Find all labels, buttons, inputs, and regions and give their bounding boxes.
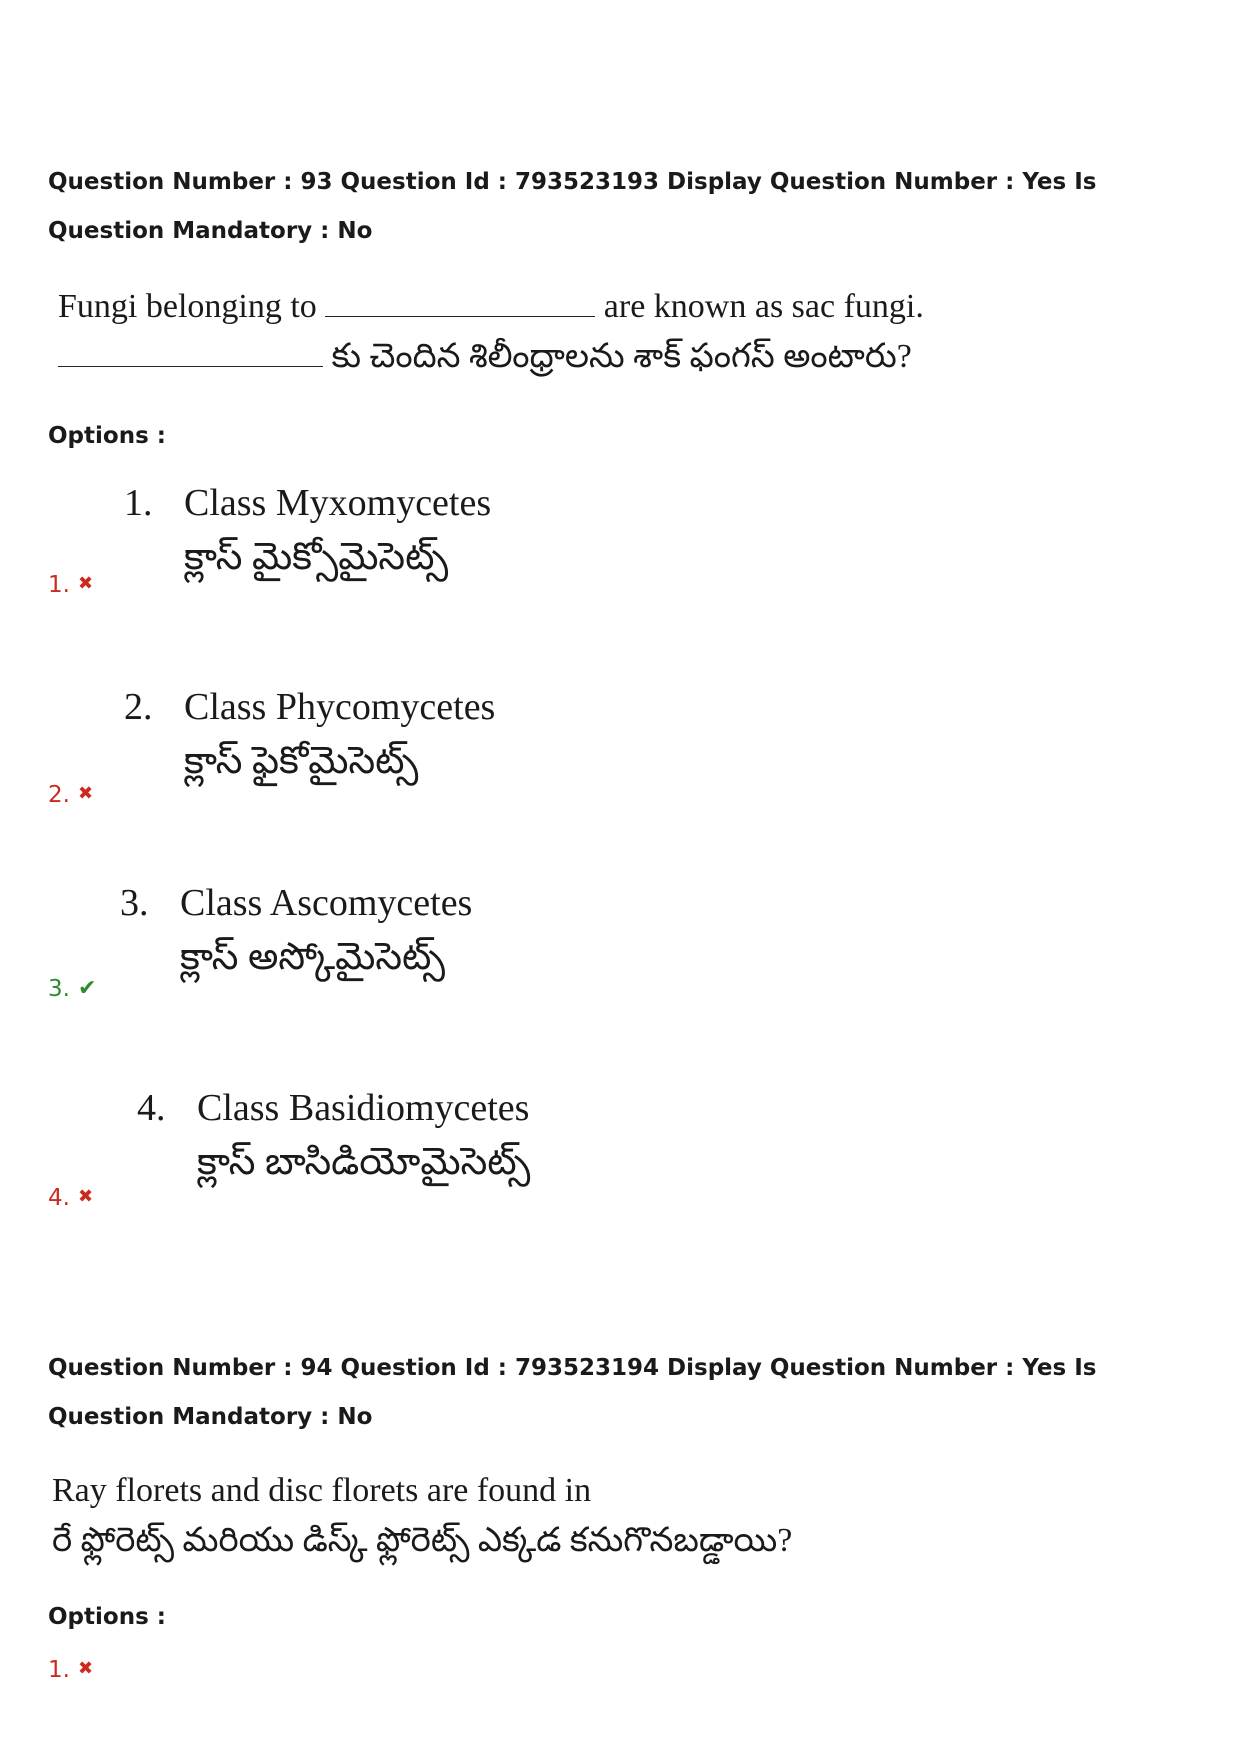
question-header: Question Number : 93 Question Id : 793523193 Display Question Number : Yes Is Question Mandatory : No <box>48 169 1097 244</box>
option-number: 1. <box>124 482 153 524</box>
option-marker <box>48 572 93 598</box>
question-text-te: కు చెందిన శిలీంధ్రాలను శాక్ ఫంగస్ అంటారు? <box>331 338 912 375</box>
option-content <box>124 476 491 584</box>
options-label: Options : <box>48 1604 166 1630</box>
option-marker-number: 1. <box>48 1657 70 1683</box>
option-marker <box>48 782 93 808</box>
option-text-en: Class Ascomycetes <box>180 882 473 924</box>
option-marker <box>48 1185 93 1211</box>
option-content <box>120 876 472 984</box>
question-text-en-after: are known as sac fungi. <box>603 288 924 325</box>
option-text-te: క్లాస్ ఫైకోమైసెట్స్ <box>184 740 419 782</box>
option-number: 2. <box>124 686 153 728</box>
option-marker-number: 4. <box>48 1185 70 1211</box>
option-text-te: క్లాస్ అస్కోమైసెట్స్ <box>180 936 446 978</box>
option-marker-number: 2. <box>48 782 70 808</box>
option-text-en: Class Phycomycetes <box>184 686 496 728</box>
option-text-en: Class Basidiomycetes <box>197 1087 530 1129</box>
blank-line <box>58 336 323 367</box>
question-text <box>52 1466 792 1566</box>
blank-line <box>325 286 595 317</box>
option-content <box>137 1081 530 1189</box>
option-number: 4. <box>137 1087 166 1129</box>
option-text-te: క్లాస్ బాసిడియోమైసెట్స్ <box>197 1141 531 1183</box>
option-content <box>124 680 495 788</box>
option-number: 3. <box>120 882 149 924</box>
option-marker <box>48 1657 93 1683</box>
question-text <box>58 282 924 382</box>
question-text-en-before: Fungi belonging to <box>58 288 317 325</box>
options-label: Options : <box>48 423 166 449</box>
cross-icon: ✖ <box>77 1186 94 1207</box>
cross-icon: ✖ <box>77 573 94 594</box>
option-text-en: Class Myxomycetes <box>184 482 492 524</box>
cross-icon: ✖ <box>77 1658 94 1679</box>
cross-icon: ✖ <box>77 783 94 804</box>
option-text-te: క్లాస్ మైక్సోమైసెట్స్ <box>184 536 449 578</box>
option-marker-number: 3. <box>48 976 70 1002</box>
option-marker-number: 1. <box>48 572 70 598</box>
question-text-te: రే ఫ్లోరెట్స్ మరియు డిస్క్ ఫ్లోరెట్స్ ఎక్కడ కనుగొనబడ్డాయి? <box>52 1522 793 1559</box>
option-marker <box>48 976 96 1002</box>
question-header: Question Number : 94 Question Id : 793523194 Display Question Number : Yes Is Question Mandatory : No <box>48 1355 1097 1430</box>
check-icon: ✔ <box>77 976 97 1001</box>
question-text-en: Ray florets and disc florets are found in <box>52 1472 592 1509</box>
